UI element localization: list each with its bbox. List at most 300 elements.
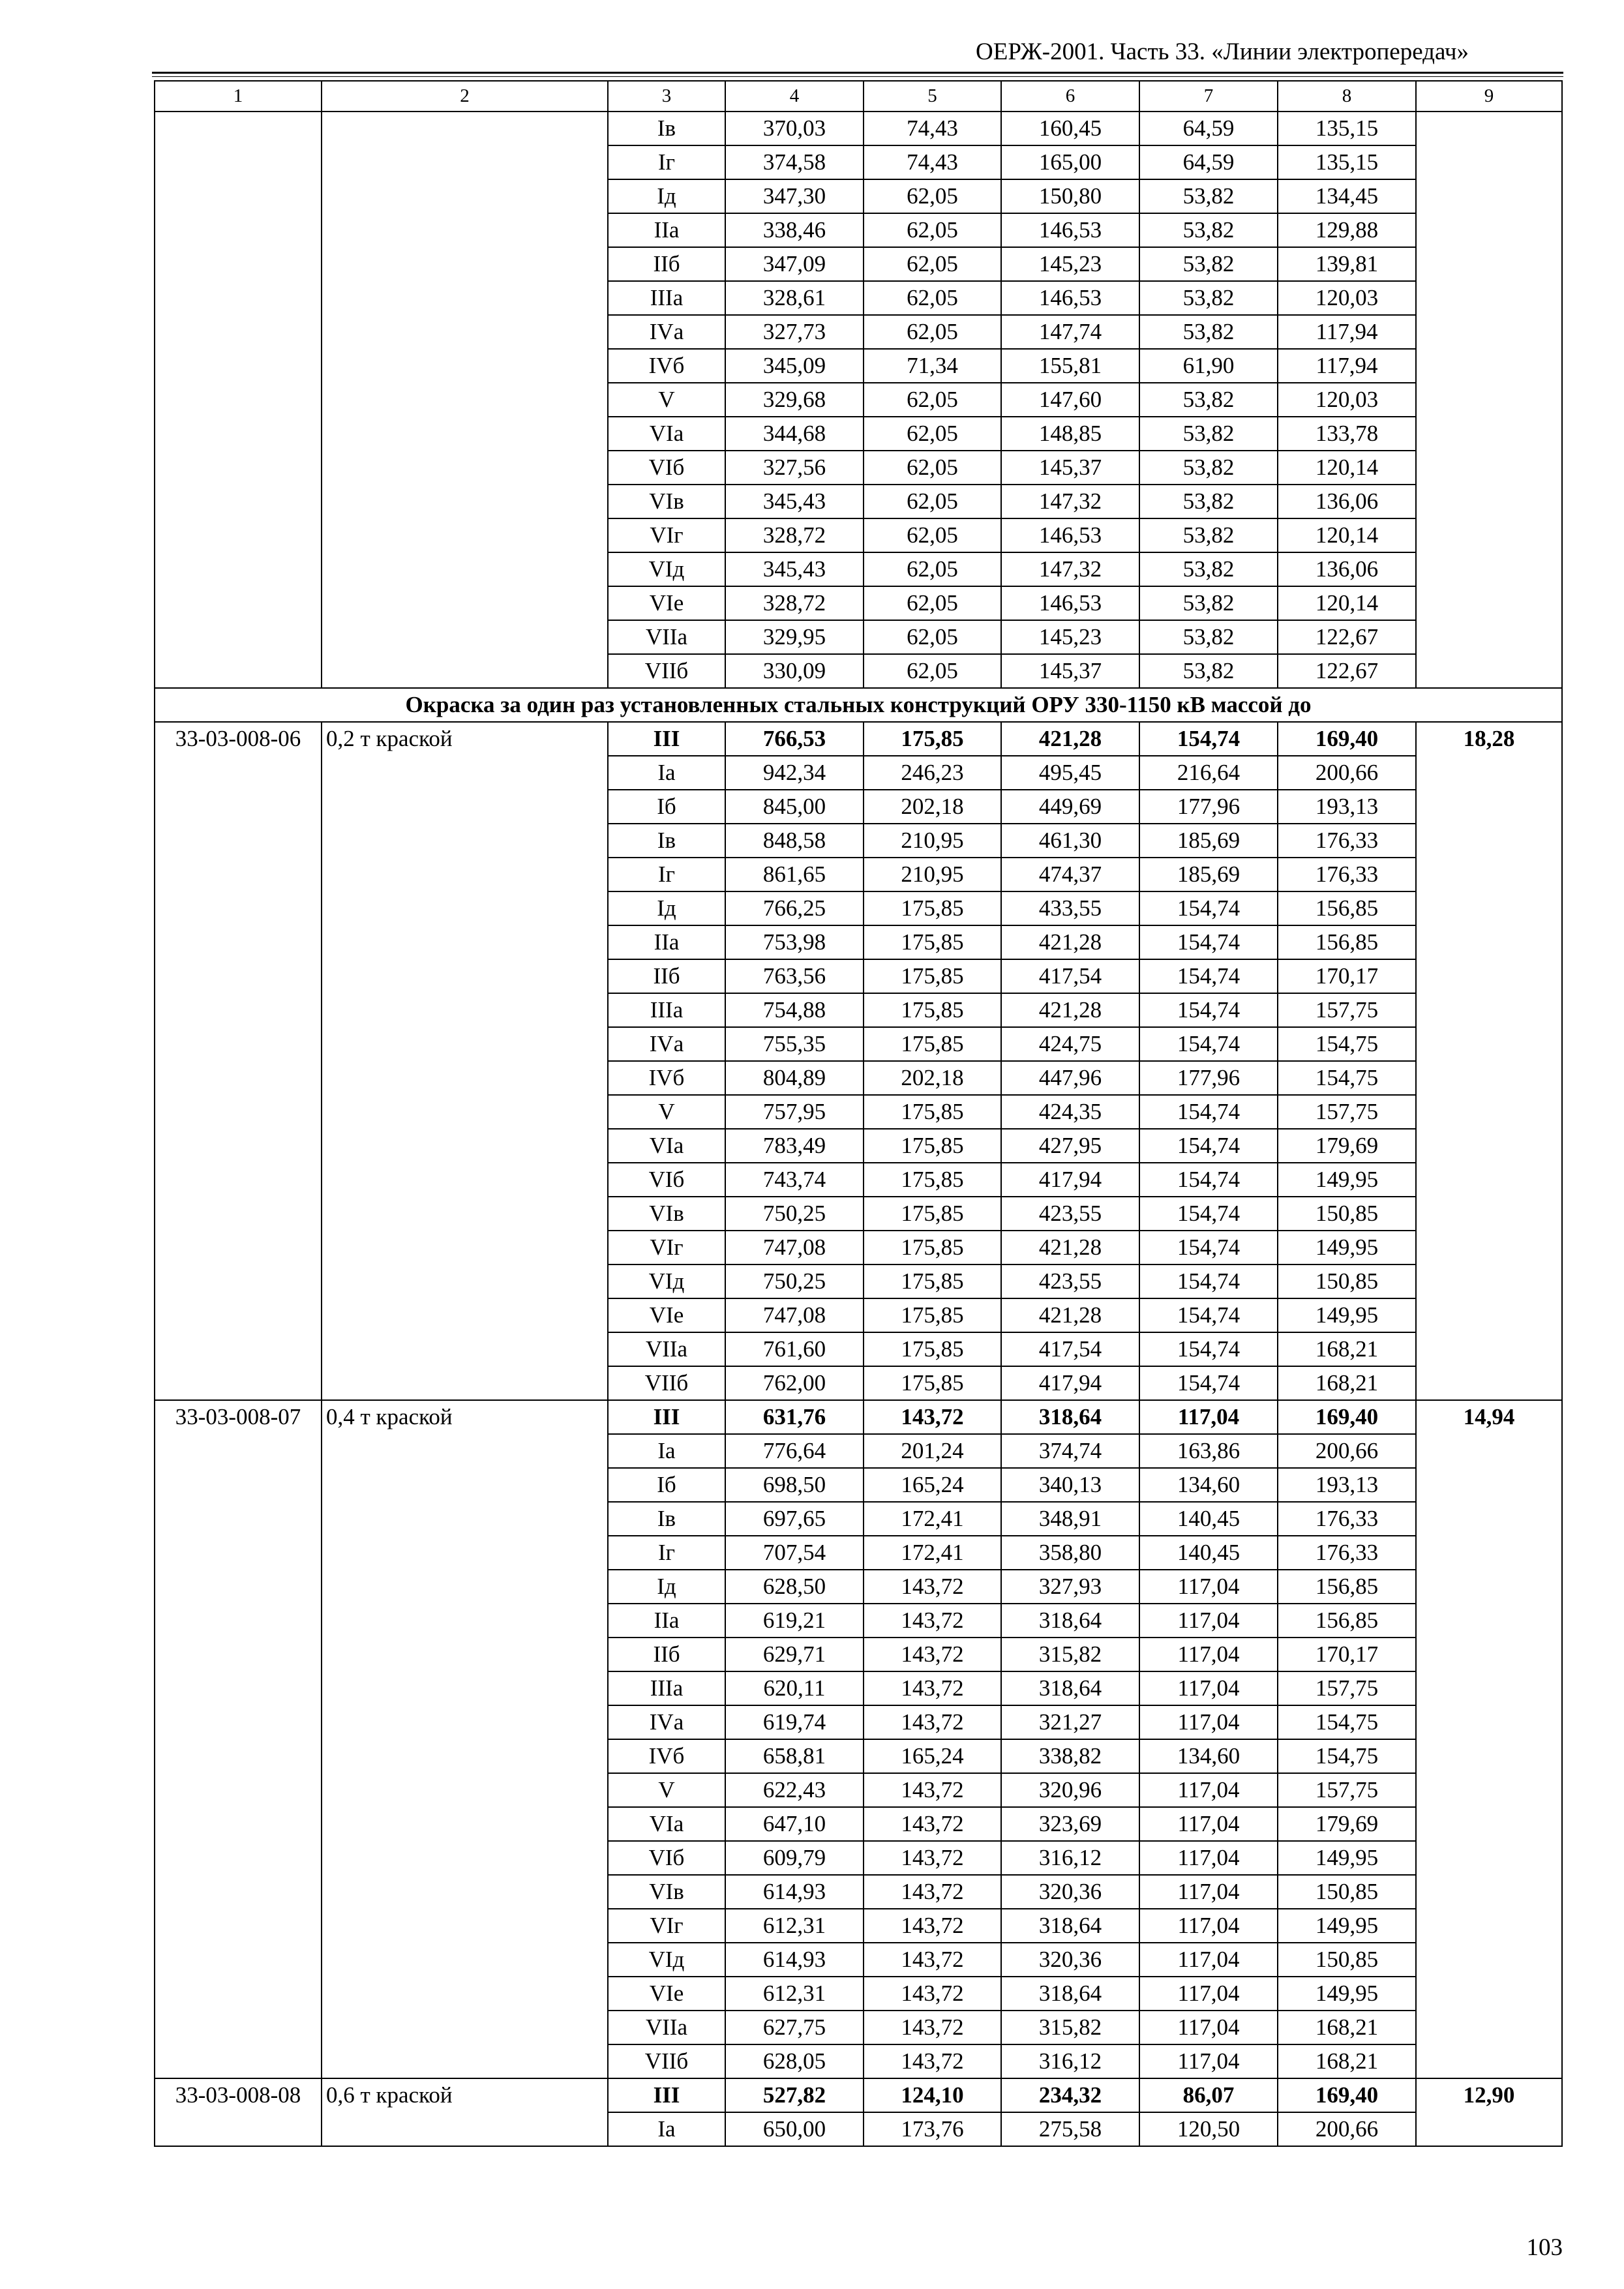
value-cell-c7: 154,74 (1139, 1129, 1278, 1163)
description-cell: 0,4 т краской (322, 1400, 608, 2078)
zone-cell: Iг (608, 858, 725, 891)
value-cell-c8: 170,17 (1278, 959, 1416, 993)
value-cell-c5: 143,72 (864, 1977, 1001, 2011)
value-cell-c5: 62,05 (864, 213, 1001, 247)
value-cell-c7: 117,04 (1139, 1638, 1278, 1671)
value-cell-c4: 762,00 (725, 1366, 864, 1400)
zone-cell: VIе (608, 586, 725, 620)
value-cell-c6: 417,94 (1001, 1163, 1139, 1197)
zone-cell: III (608, 2078, 725, 2112)
zone-cell: VIIб (608, 654, 725, 688)
value-cell-c6: 165,00 (1001, 145, 1139, 179)
value-cell-c4: 328,72 (725, 586, 864, 620)
code-cell: 33-03-008-06 (155, 722, 322, 1400)
value-cell-c4: 345,43 (725, 485, 864, 518)
value-cell-c5: 62,05 (864, 586, 1001, 620)
value-cell-c6: 315,82 (1001, 2011, 1139, 2044)
zone-cell: IIа (608, 1604, 725, 1638)
total-cell: 12,90 (1416, 2078, 1562, 2146)
value-cell-c8: 169,40 (1278, 2078, 1416, 2112)
value-cell-c8: 117,94 (1278, 349, 1416, 383)
value-cell-c8: 120,14 (1278, 451, 1416, 485)
value-cell-c4: 845,00 (725, 790, 864, 824)
code-cell-empty (155, 112, 322, 688)
value-cell-c5: 71,34 (864, 349, 1001, 383)
value-cell-c5: 175,85 (864, 959, 1001, 993)
value-cell-c5: 143,72 (864, 1807, 1001, 1841)
zone-cell: IVб (608, 349, 725, 383)
value-cell-c4: 743,74 (725, 1163, 864, 1197)
value-cell-c4: 612,31 (725, 1909, 864, 1943)
column-number-4: 4 (725, 81, 864, 112)
value-cell-c8: 169,40 (1278, 1400, 1416, 1434)
value-cell-c4: 747,08 (725, 1298, 864, 1332)
value-cell-c7: 140,45 (1139, 1502, 1278, 1536)
zone-cell: VIIа (608, 1332, 725, 1366)
group-main-row (155, 2078, 1562, 2112)
value-cell-c4: 761,60 (725, 1332, 864, 1366)
zone-cell: VIг (608, 518, 725, 552)
value-cell-c8: 179,69 (1278, 1129, 1416, 1163)
value-cell-c7: 53,82 (1139, 383, 1278, 417)
value-cell-c6: 320,96 (1001, 1773, 1139, 1807)
value-cell-c6: 417,94 (1001, 1366, 1139, 1400)
value-cell-c4: 750,25 (725, 1197, 864, 1231)
value-cell-c4: 328,61 (725, 281, 864, 315)
value-cell-c5: 210,95 (864, 858, 1001, 891)
value-cell-c8: 168,21 (1278, 1332, 1416, 1366)
value-cell-c6: 348,91 (1001, 1502, 1139, 1536)
zone-cell: VIв (608, 1197, 725, 1231)
value-cell-c7: 117,04 (1139, 1841, 1278, 1875)
value-cell-c7: 154,74 (1139, 1027, 1278, 1061)
header-rule (152, 72, 1563, 74)
value-cell-c4: 776,64 (725, 1434, 864, 1468)
zone-cell: III (608, 1400, 725, 1434)
value-cell-c7: 53,82 (1139, 620, 1278, 654)
code-cell: 33-03-008-07 (155, 1400, 322, 2078)
zone-cell: IVа (608, 1027, 725, 1061)
value-cell-c5: 143,72 (864, 1671, 1001, 1705)
value-cell-c7: 216,64 (1139, 756, 1278, 790)
value-cell-c5: 74,43 (864, 112, 1001, 145)
value-cell-c7: 154,74 (1139, 891, 1278, 925)
zone-cell: Iв (608, 824, 725, 858)
value-cell-c4: 345,09 (725, 349, 864, 383)
zone-cell: Iв (608, 1502, 725, 1536)
value-cell-c6: 424,75 (1001, 1027, 1139, 1061)
value-cell-c8: 168,21 (1278, 2044, 1416, 2078)
value-cell-c7: 154,74 (1139, 925, 1278, 959)
value-cell-c5: 175,85 (864, 1298, 1001, 1332)
description-cell: 0,6 т краской (322, 2078, 608, 2146)
value-cell-c7: 154,74 (1139, 1197, 1278, 1231)
value-cell-c6: 323,69 (1001, 1807, 1139, 1841)
value-cell-c8: 157,75 (1278, 1095, 1416, 1129)
code-cell: 33-03-008-08 (155, 2078, 322, 2146)
value-cell-c5: 175,85 (864, 1129, 1001, 1163)
value-cell-c4: 804,89 (725, 1061, 864, 1095)
value-cell-c6: 320,36 (1001, 1943, 1139, 1977)
value-cell-c7: 53,82 (1139, 179, 1278, 213)
value-cell-c6: 146,53 (1001, 213, 1139, 247)
value-cell-c8: 200,66 (1278, 756, 1416, 790)
value-cell-c6: 145,23 (1001, 620, 1139, 654)
value-cell-c8: 150,85 (1278, 1264, 1416, 1298)
value-cell-c8: 136,06 (1278, 485, 1416, 518)
value-cell-c4: 707,54 (725, 1536, 864, 1570)
value-cell-c7: 140,45 (1139, 1536, 1278, 1570)
value-cell-c4: 345,43 (725, 552, 864, 586)
value-cell-c8: 135,15 (1278, 112, 1416, 145)
value-cell-c7: 117,04 (1139, 1570, 1278, 1604)
value-cell-c5: 62,05 (864, 654, 1001, 688)
value-cell-c5: 175,85 (864, 1163, 1001, 1197)
value-cell-c7: 185,69 (1139, 824, 1278, 858)
value-cell-c4: 650,00 (725, 2112, 864, 2146)
value-cell-c4: 861,65 (725, 858, 864, 891)
header-rule-thin (152, 76, 1563, 77)
value-cell-c7: 86,07 (1139, 2078, 1278, 2112)
value-cell-c5: 175,85 (864, 1264, 1001, 1298)
value-cell-c4: 763,56 (725, 959, 864, 993)
value-cell-c8: 200,66 (1278, 1434, 1416, 1468)
value-cell-c8: 156,85 (1278, 925, 1416, 959)
value-cell-c7: 53,82 (1139, 247, 1278, 281)
value-cell-c6: 160,45 (1001, 112, 1139, 145)
value-cell-c7: 53,82 (1139, 213, 1278, 247)
value-cell-c4: 757,95 (725, 1095, 864, 1129)
value-cell-c4: 747,08 (725, 1231, 864, 1264)
zone-cell: V (608, 1095, 725, 1129)
value-cell-c4: 629,71 (725, 1638, 864, 1671)
zone-cell: VIIа (608, 620, 725, 654)
value-cell-c7: 154,74 (1139, 722, 1278, 756)
value-cell-c7: 154,74 (1139, 959, 1278, 993)
value-cell-c7: 117,04 (1139, 1400, 1278, 1434)
price-table (154, 80, 1563, 2147)
zone-cell: IVа (608, 315, 725, 349)
value-cell-c5: 175,85 (864, 891, 1001, 925)
value-cell-c5: 62,05 (864, 485, 1001, 518)
value-cell-c4: 527,82 (725, 2078, 864, 2112)
total-cell: 18,28 (1416, 722, 1562, 1400)
value-cell-c6: 234,32 (1001, 2078, 1139, 2112)
value-cell-c5: 175,85 (864, 1095, 1001, 1129)
value-cell-c8: 168,21 (1278, 2011, 1416, 2044)
zone-cell: Iд (608, 179, 725, 213)
value-cell-c5: 143,72 (864, 1400, 1001, 1434)
value-cell-c6: 495,45 (1001, 756, 1139, 790)
value-cell-c7: 117,04 (1139, 1671, 1278, 1705)
column-number-1: 1 (155, 81, 322, 112)
value-cell-c4: 766,53 (725, 722, 864, 756)
value-cell-c8: 149,95 (1278, 1163, 1416, 1197)
value-cell-c7: 117,04 (1139, 1604, 1278, 1638)
value-cell-c8: 129,88 (1278, 213, 1416, 247)
value-cell-c8: 169,40 (1278, 722, 1416, 756)
value-cell-c8: 157,75 (1278, 1773, 1416, 1807)
value-cell-c5: 62,05 (864, 552, 1001, 586)
zone-cell: VIг (608, 1231, 725, 1264)
value-cell-c4: 614,93 (725, 1875, 864, 1909)
value-cell-c4: 631,76 (725, 1400, 864, 1434)
value-cell-c5: 124,10 (864, 2078, 1001, 2112)
zone-cell: IVб (608, 1061, 725, 1095)
zone-cell: VIб (608, 1841, 725, 1875)
zone-cell: VIе (608, 1977, 725, 2011)
zone-cell: VIг (608, 1909, 725, 1943)
value-cell-c7: 53,82 (1139, 654, 1278, 688)
value-cell-c4: 697,65 (725, 1502, 864, 1536)
value-cell-c8: 168,21 (1278, 1366, 1416, 1400)
value-cell-c7: 53,82 (1139, 552, 1278, 586)
value-cell-c8: 149,95 (1278, 1298, 1416, 1332)
value-cell-c7: 154,74 (1139, 1264, 1278, 1298)
section-title: Окраска за один раз установленных стальных конструкций ОРУ 330-1150 кВ массой до (155, 688, 1562, 722)
value-cell-c4: 753,98 (725, 925, 864, 959)
value-cell-c8: 157,75 (1278, 993, 1416, 1027)
value-cell-c7: 53,82 (1139, 586, 1278, 620)
value-cell-c6: 148,85 (1001, 417, 1139, 451)
value-cell-c4: 647,10 (725, 1807, 864, 1841)
value-cell-c8: 120,03 (1278, 281, 1416, 315)
value-cell-c7: 117,04 (1139, 1705, 1278, 1739)
value-cell-c6: 145,37 (1001, 654, 1139, 688)
value-cell-c8: 122,67 (1278, 620, 1416, 654)
value-cell-c7: 154,74 (1139, 1095, 1278, 1129)
zone-cell: Iд (608, 891, 725, 925)
zone-cell: VIIб (608, 1366, 725, 1400)
zone-cell: V (608, 383, 725, 417)
column-number-6: 6 (1001, 81, 1139, 112)
zone-cell: VIб (608, 1163, 725, 1197)
value-cell-c4: 848,58 (725, 824, 864, 858)
value-cell-c5: 165,24 (864, 1468, 1001, 1502)
zone-cell: VIд (608, 1264, 725, 1298)
value-cell-c5: 143,72 (864, 1875, 1001, 1909)
zone-cell: VIе (608, 1298, 725, 1332)
total-cell-empty (1416, 112, 1562, 688)
zone-cell: VIIб (608, 2044, 725, 2078)
zone-cell: VIб (608, 451, 725, 485)
value-cell-c6: 417,54 (1001, 959, 1139, 993)
value-cell-c7: 53,82 (1139, 315, 1278, 349)
value-cell-c6: 421,28 (1001, 722, 1139, 756)
value-cell-c4: 619,74 (725, 1705, 864, 1739)
value-cell-c7: 53,82 (1139, 281, 1278, 315)
value-cell-c5: 143,72 (864, 1705, 1001, 1739)
value-cell-c8: 154,75 (1278, 1027, 1416, 1061)
value-cell-c4: 627,75 (725, 2011, 864, 2044)
value-cell-c8: 150,85 (1278, 1943, 1416, 1977)
value-cell-c6: 147,32 (1001, 485, 1139, 518)
value-cell-c6: 417,54 (1001, 1332, 1139, 1366)
value-cell-c6: 320,36 (1001, 1875, 1139, 1909)
value-cell-c6: 155,81 (1001, 349, 1139, 383)
value-cell-c5: 74,43 (864, 145, 1001, 179)
value-cell-c6: 423,55 (1001, 1197, 1139, 1231)
value-cell-c4: 612,31 (725, 1977, 864, 2011)
page-number: 103 (1526, 2234, 1563, 2261)
value-cell-c7: 177,96 (1139, 1061, 1278, 1095)
value-cell-c7: 64,59 (1139, 145, 1278, 179)
zone-cell: IIIа (608, 1671, 725, 1705)
zone-cell: Iг (608, 145, 725, 179)
value-cell-c8: 200,66 (1278, 2112, 1416, 2146)
value-cell-c8: 156,85 (1278, 891, 1416, 925)
value-cell-c8: 149,95 (1278, 1231, 1416, 1264)
value-cell-c8: 149,95 (1278, 1909, 1416, 1943)
value-cell-c7: 117,04 (1139, 1773, 1278, 1807)
value-cell-c4: 329,95 (725, 620, 864, 654)
value-cell-c6: 275,58 (1001, 2112, 1139, 2146)
value-cell-c6: 338,82 (1001, 1739, 1139, 1773)
value-cell-c4: 942,34 (725, 756, 864, 790)
group-main-row (155, 722, 1562, 756)
value-cell-c5: 143,72 (864, 2011, 1001, 2044)
zone-cell: VIв (608, 485, 725, 518)
value-cell-c5: 210,95 (864, 824, 1001, 858)
zone-cell: IVб (608, 1739, 725, 1773)
value-cell-c5: 62,05 (864, 518, 1001, 552)
value-cell-c6: 424,35 (1001, 1095, 1139, 1129)
value-cell-c5: 143,72 (864, 1773, 1001, 1807)
value-cell-c6: 318,64 (1001, 1909, 1139, 1943)
value-cell-c8: 150,85 (1278, 1875, 1416, 1909)
zone-cell: Iа (608, 1434, 725, 1468)
value-cell-c4: 330,09 (725, 654, 864, 688)
section-heading-row (155, 688, 1562, 722)
description-cell-empty (322, 112, 608, 688)
column-number-8: 8 (1278, 81, 1416, 112)
value-cell-c4: 628,05 (725, 2044, 864, 2078)
value-cell-c8: 179,69 (1278, 1807, 1416, 1841)
zone-cell: VIа (608, 417, 725, 451)
value-cell-c6: 316,12 (1001, 2044, 1139, 2078)
value-cell-c5: 172,41 (864, 1536, 1001, 1570)
value-cell-c7: 61,90 (1139, 349, 1278, 383)
table-row (155, 112, 1562, 145)
value-cell-c8: 176,33 (1278, 1536, 1416, 1570)
value-cell-c6: 427,95 (1001, 1129, 1139, 1163)
value-cell-c7: 154,74 (1139, 1231, 1278, 1264)
value-cell-c8: 176,33 (1278, 858, 1416, 891)
value-cell-c8: 122,67 (1278, 654, 1416, 688)
zone-cell: III (608, 722, 725, 756)
value-cell-c6: 340,13 (1001, 1468, 1139, 1502)
value-cell-c5: 62,05 (864, 179, 1001, 213)
value-cell-c4: 698,50 (725, 1468, 864, 1502)
value-cell-c5: 143,72 (864, 1841, 1001, 1875)
value-cell-c7: 120,50 (1139, 2112, 1278, 2146)
value-cell-c7: 53,82 (1139, 417, 1278, 451)
value-cell-c6: 145,23 (1001, 247, 1139, 281)
column-number-5: 5 (864, 81, 1001, 112)
value-cell-c7: 154,74 (1139, 1332, 1278, 1366)
value-cell-c4: 750,25 (725, 1264, 864, 1298)
value-cell-c7: 64,59 (1139, 112, 1278, 145)
value-cell-c4: 614,93 (725, 1943, 864, 1977)
value-cell-c4: 328,72 (725, 518, 864, 552)
value-cell-c7: 117,04 (1139, 1943, 1278, 1977)
column-number-7: 7 (1139, 81, 1278, 112)
value-cell-c4: 766,25 (725, 891, 864, 925)
zone-cell: V (608, 1773, 725, 1807)
zone-cell: IIа (608, 925, 725, 959)
value-cell-c8: 117,94 (1278, 315, 1416, 349)
value-cell-c6: 147,74 (1001, 315, 1139, 349)
value-cell-c8: 157,75 (1278, 1671, 1416, 1705)
value-cell-c5: 62,05 (864, 247, 1001, 281)
column-number-3: 3 (608, 81, 725, 112)
value-cell-c5: 246,23 (864, 756, 1001, 790)
value-cell-c7: 154,74 (1139, 1366, 1278, 1400)
value-cell-c4: 338,46 (725, 213, 864, 247)
value-cell-c5: 175,85 (864, 1366, 1001, 1400)
value-cell-c7: 154,74 (1139, 993, 1278, 1027)
value-cell-c8: 149,95 (1278, 1977, 1416, 2011)
value-cell-c4: 329,68 (725, 383, 864, 417)
value-cell-c6: 318,64 (1001, 1671, 1139, 1705)
zone-cell: Iд (608, 1570, 725, 1604)
value-cell-c5: 62,05 (864, 281, 1001, 315)
value-cell-c8: 156,85 (1278, 1570, 1416, 1604)
value-cell-c7: 117,04 (1139, 1875, 1278, 1909)
value-cell-c6: 421,28 (1001, 1231, 1139, 1264)
group-main-row (155, 1400, 1562, 1434)
zone-cell: VIа (608, 1129, 725, 1163)
value-cell-c5: 62,05 (864, 383, 1001, 417)
value-cell-c6: 147,60 (1001, 383, 1139, 417)
zone-cell: IIIа (608, 993, 725, 1027)
value-cell-c8: 154,75 (1278, 1705, 1416, 1739)
zone-cell: IIа (608, 213, 725, 247)
value-cell-c6: 321,27 (1001, 1705, 1139, 1739)
table-body (155, 81, 1562, 2146)
value-cell-c6: 461,30 (1001, 824, 1139, 858)
value-cell-c5: 175,85 (864, 1027, 1001, 1061)
value-cell-c4: 754,88 (725, 993, 864, 1027)
value-cell-c5: 202,18 (864, 1061, 1001, 1095)
value-cell-c6: 474,37 (1001, 858, 1139, 891)
value-cell-c7: 53,82 (1139, 485, 1278, 518)
value-cell-c8: 176,33 (1278, 1502, 1416, 1536)
value-cell-c5: 175,85 (864, 925, 1001, 959)
column-number-2: 2 (322, 81, 608, 112)
value-cell-c4: 619,21 (725, 1604, 864, 1638)
zone-cell: Iа (608, 2112, 725, 2146)
value-cell-c7: 163,86 (1139, 1434, 1278, 1468)
zone-cell: VIв (608, 1875, 725, 1909)
value-cell-c6: 146,53 (1001, 518, 1139, 552)
value-cell-c4: 347,09 (725, 247, 864, 281)
value-cell-c4: 658,81 (725, 1739, 864, 1773)
description-cell: 0,2 т краской (322, 722, 608, 1400)
value-cell-c4: 327,73 (725, 315, 864, 349)
value-cell-c5: 143,72 (864, 2044, 1001, 2078)
value-cell-c7: 117,04 (1139, 1807, 1278, 1841)
value-cell-c7: 117,04 (1139, 2044, 1278, 2078)
value-cell-c6: 421,28 (1001, 993, 1139, 1027)
value-cell-c5: 143,72 (864, 1943, 1001, 1977)
value-cell-c6: 421,28 (1001, 1298, 1139, 1332)
value-cell-c5: 143,72 (864, 1638, 1001, 1671)
zone-cell: Iб (608, 1468, 725, 1502)
value-cell-c5: 175,85 (864, 1332, 1001, 1366)
value-cell-c6: 147,32 (1001, 552, 1139, 586)
value-cell-c7: 185,69 (1139, 858, 1278, 891)
